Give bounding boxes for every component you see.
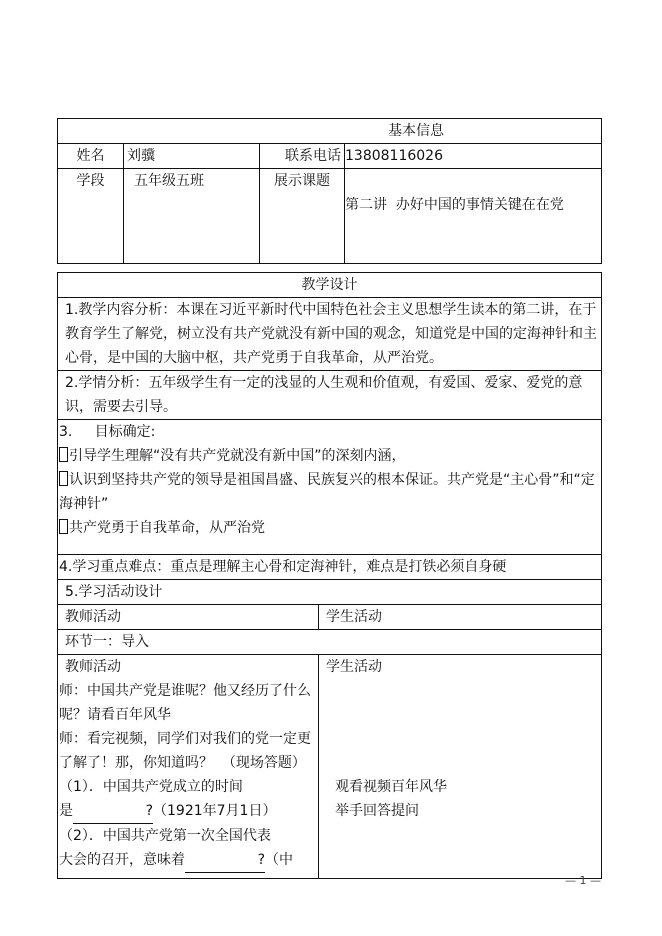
teacher-line: 师：看完视频，同学们对我们的党一定更了解了！那，你知道吗？ （现场答题） bbox=[59, 731, 311, 771]
basic-info-title: 基本信息 bbox=[58, 119, 602, 144]
learner-analysis: 2.学情分析：五年级学生有一定的浅显的人生观和价值观，有爱国、爱家、爱党的意识，需要去引导。 bbox=[58, 371, 602, 420]
stage-label: 学段 bbox=[58, 169, 124, 264]
question-2: （2）．中国共产党第一次全国代表 bbox=[59, 828, 271, 844]
name-label: 姓名 bbox=[58, 144, 124, 169]
phone-label: 联系电话 bbox=[260, 144, 345, 169]
teacher-activity-cell bbox=[58, 655, 319, 879]
blank: ? bbox=[73, 799, 153, 824]
teacher-activity-label: 教师活动 bbox=[65, 659, 121, 675]
question-1-answer: 是 ?（1921年7月1日） bbox=[59, 799, 315, 824]
objective-item: 认识到坚持共产党的领导是祖国昌盛、民族复兴的根本保证。共产党是“主心骨”和“定海神针” bbox=[59, 472, 595, 512]
basic-info-table bbox=[57, 118, 602, 264]
student-activity-header: 学生活动 bbox=[319, 605, 602, 630]
question-2-answer: 大会的召开，意味着 ?（中 bbox=[59, 848, 315, 873]
teacher-activity-header: 教师活动 bbox=[58, 605, 319, 630]
stage-value: 五年级五班 bbox=[124, 169, 260, 264]
bullet-box-icon bbox=[59, 447, 68, 462]
student-activity-label: 学生活动 bbox=[326, 659, 382, 675]
phone-value: 13808116026 bbox=[345, 144, 602, 169]
question-1: （1）．中国共产党成立的时间 bbox=[59, 779, 243, 795]
bullet-box-icon bbox=[59, 471, 68, 486]
page-number: — 1 — bbox=[565, 874, 601, 887]
activity-design-title: 5.学习活动设计 bbox=[58, 580, 602, 605]
student-line: 观看视频百年风华 bbox=[335, 779, 447, 795]
key-points: 4.学习重点难点：重点是理解主心骨和定海神针，难点是打铁必须自身硬 bbox=[58, 555, 602, 580]
student-activity-cell bbox=[319, 655, 602, 879]
topic-value: 第二讲 办好中国的事情关键在在党 bbox=[345, 169, 602, 264]
objectives bbox=[58, 420, 602, 555]
blank: ? bbox=[185, 848, 265, 873]
objective-item: 引导学生理解“没有共产党就没有新中国”的深刻内涵， bbox=[59, 444, 598, 468]
teaching-design-table bbox=[57, 272, 602, 879]
objective-item: 共产党勇于自我革命，从严治党 bbox=[59, 516, 598, 540]
objectives-title: 3. 目标确定: bbox=[59, 424, 156, 440]
design-title: 教学设计 bbox=[58, 273, 602, 298]
teacher-line: 师：中国共产党是谁呢？他又经历了什么呢？请看百年风华 bbox=[59, 683, 311, 723]
topic-label: 展示课题 bbox=[260, 169, 345, 264]
student-line: 举手回答提问 bbox=[335, 803, 419, 819]
name-value: 刘骥 bbox=[124, 144, 260, 169]
bullet-box-icon bbox=[59, 519, 68, 534]
content-analysis: 1.教学内容分析：本课在习近平新时代中国特色社会主义思想学生读本的第二讲，在于教育学生了解党，树立没有共产党就没有新中国的观念，知道党是中国的定海神针和主心骨，是中国的大脑中枢，共产党勇于自我革命，从严治党。 bbox=[58, 298, 602, 371]
stage-one: 环节一：导入 bbox=[58, 630, 602, 655]
